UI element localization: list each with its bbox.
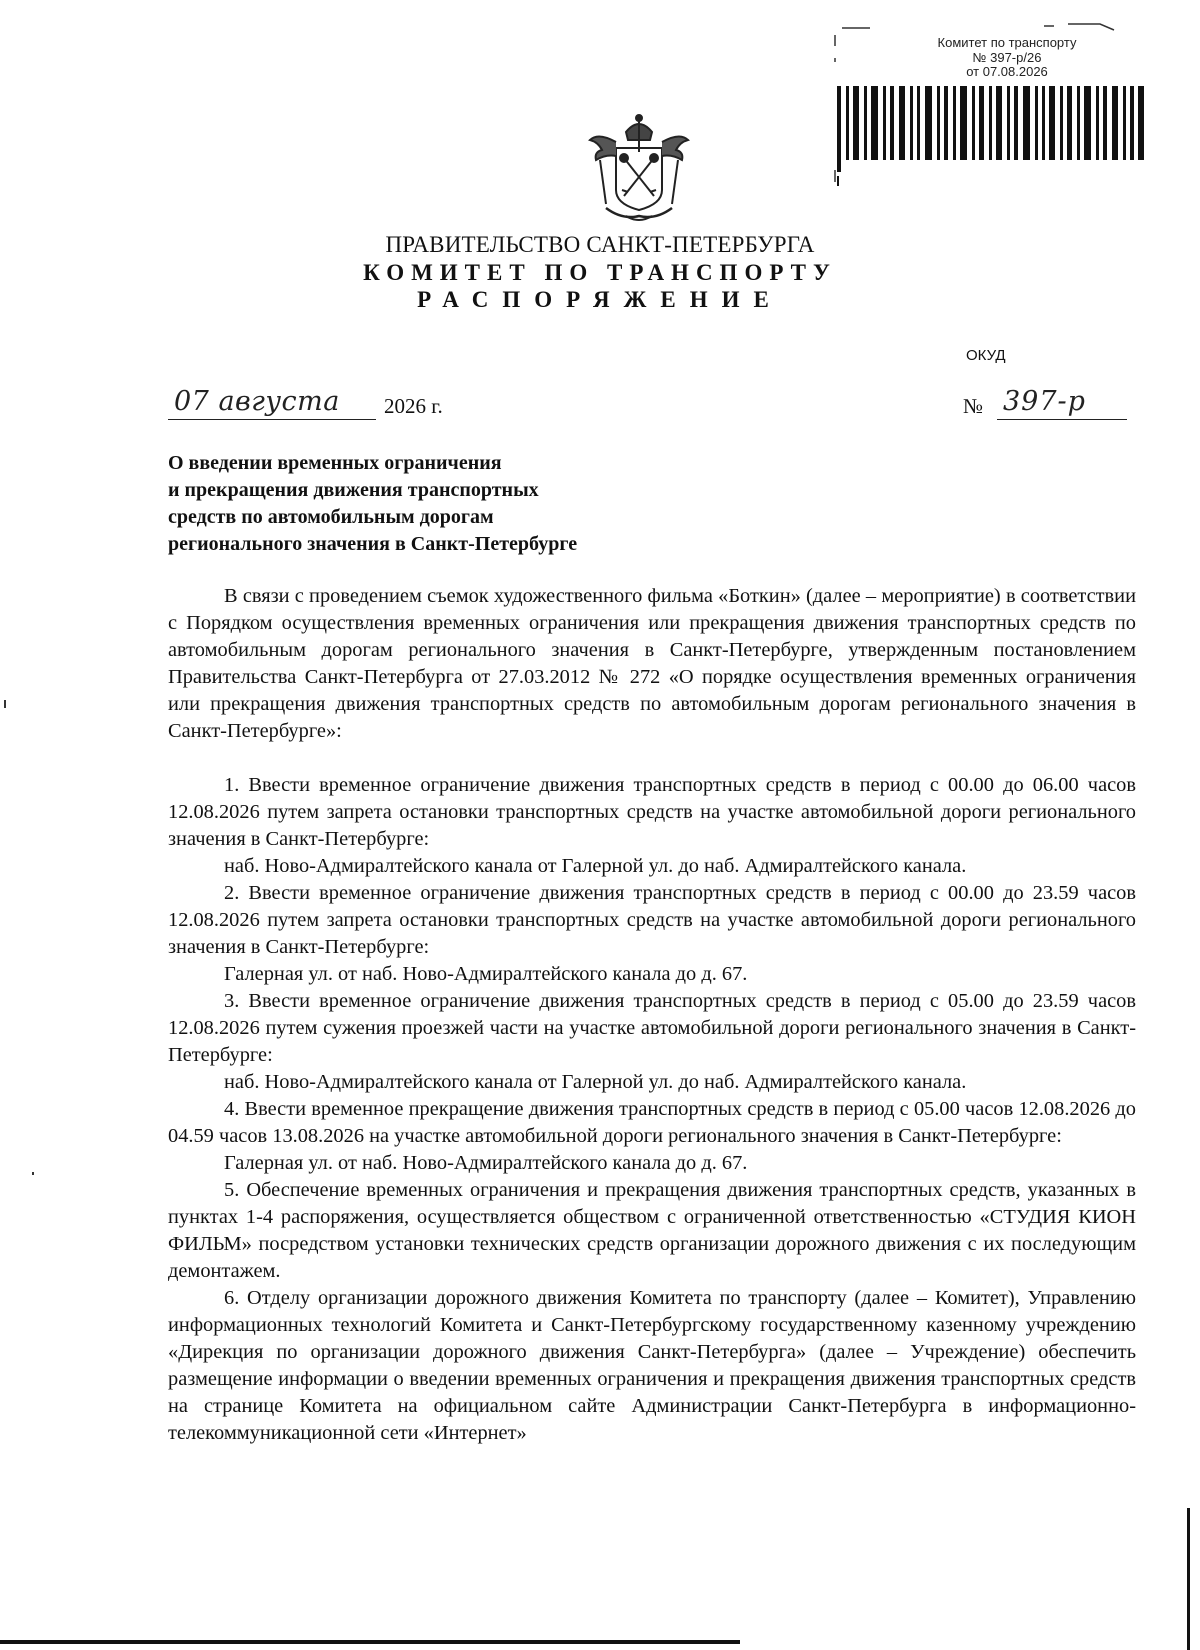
item-2-address: Галерная ул. от наб. Ново-Адмиралтейского канала до д. 67. (224, 963, 748, 985)
okud-label: ОКУД (966, 347, 1006, 364)
title-line: регионального значения в Санкт-Петербурге (168, 533, 578, 555)
document-title (168, 450, 577, 558)
item-3-text: 3. Ввести временное ограничение движения транспортных средств в период с 05.00 до 23.59 часов 12.08.2026 путем сужения проезжей части на участке автомобильной дороги регионального значения в Санкт-Петербурге: (168, 990, 1136, 1066)
date-underline (168, 419, 376, 420)
scan-mark (32, 1172, 34, 1175)
item-2-text: 2. Ввести временное ограничение движения транспортных средств в период с 00.00 до 23.59 часов 12.08.2026 путем запрета остановки транспортных средств на участке автомобильной дороги регионального значения в Санкт-Петербурге: (168, 882, 1136, 958)
number-handwritten: 397-р (1003, 386, 1086, 417)
scan-mark (4, 700, 6, 708)
date-year: 2026 г. (384, 394, 443, 418)
stamp-committee: Комитет по транспорту (937, 35, 1077, 50)
government-name: ПРАВИТЕЛЬСТВО САНКТ-ПЕТЕРБУРГА (385, 232, 815, 257)
item-4-text: 4. Ввести временное прекращение движения транспортных средств в период с 05.00 часов 12.08.2026 до 04.59 часов 13.08.2026 на участке автомобильной дороги регионального значения в Санкт-Петербурге: (168, 1098, 1136, 1147)
coat-of-arms-icon (586, 112, 692, 224)
item-3-address: наб. Ново-Адмиралтейского канала от Галерной ул. до наб. Адмиралтейского канала. (224, 1071, 967, 1093)
item-5-text: 5. Обеспечение временных ограничения и прекращения движения транспортных средств, указанных в пунктах 1-4 распоряжения, осуществляется обществом с ограниченной ответственностью «СТУДИЯ КИОН ФИЛЬМ» посредством установки технических средств организации дорожного движения с их последующим демонтажем. (168, 1179, 1136, 1282)
title-line: О введении временных ограничения (168, 452, 502, 474)
committee-name: КОМИТЕТ ПО ТРАНСПОРТУ (363, 260, 837, 285)
barcode-icon (837, 86, 1147, 192)
title-line: и прекращения движения транспортных (168, 479, 539, 501)
stamp-date: от 07.08.2026 (966, 64, 1048, 79)
preamble-paragraph: В связи с проведением съемок художественного фильма «Боткин» (далее – мероприятие) в соответствии с Порядком осуществления временных ограничения или прекращения движения транспортных средств по автомобильным дорогам регионального значения в Санкт-Петербурге, утвержденным постановлением Правительства Санкт-Петербурга от 27.03.2012 № 272 «О порядке осуществления временных ограничения или прекращения движения транспортных средств по автомобильным дорогам регионального значения в Санкт-Петербурге»: (168, 585, 1136, 742)
stamp-number: № 397-р/26 (972, 50, 1042, 65)
item-4-address: Галерная ул. от наб. Ново-Адмиралтейского канала до д. 67. (224, 1152, 748, 1174)
number-underline (997, 419, 1127, 420)
item-6-text: 6. Отделу организации дорожного движения Комитета по транспорту (далее – Комитет), Управлению информационных технологий Комитета и Санкт-Петербургскому государственному казенному учреждению «Дирекция по организации дорожного движения Санкт-Петербурга» (далее – Учреждение) обеспечить размещение информации о введении временных ограничения и прекращения движения транспортных средств на странице Комитета на официальном сайте Администрации Санкт-Петербурга в информационно-телекоммуникационной сети «Интернет» (168, 1287, 1136, 1444)
number-sign: № (963, 394, 984, 418)
document-date (168, 388, 488, 428)
title-line: средств по автомобильным дорогам (168, 506, 494, 528)
document-type: РАСПОРЯЖЕНИЕ (417, 287, 783, 312)
document-body (168, 583, 1136, 1447)
scan-right-edge (1187, 1508, 1190, 1650)
date-handwritten: 07 августа (174, 386, 340, 417)
registration-stamp (832, 20, 1152, 195)
item-1-address: наб. Ново-Адмиралтейского канала от Галерной ул. до наб. Адмиралтейского канала. (224, 855, 967, 877)
scan-bottom-edge (0, 1640, 740, 1644)
item-1-text: 1. Ввести временное ограничение движения транспортных средств в период с 00.00 до 06.00 часов 12.08.2026 путем запрета остановки транспортных средств на участке автомобильной дороги регионального значения в Санкт-Петербурге: (168, 774, 1136, 850)
document-number (963, 388, 1133, 428)
